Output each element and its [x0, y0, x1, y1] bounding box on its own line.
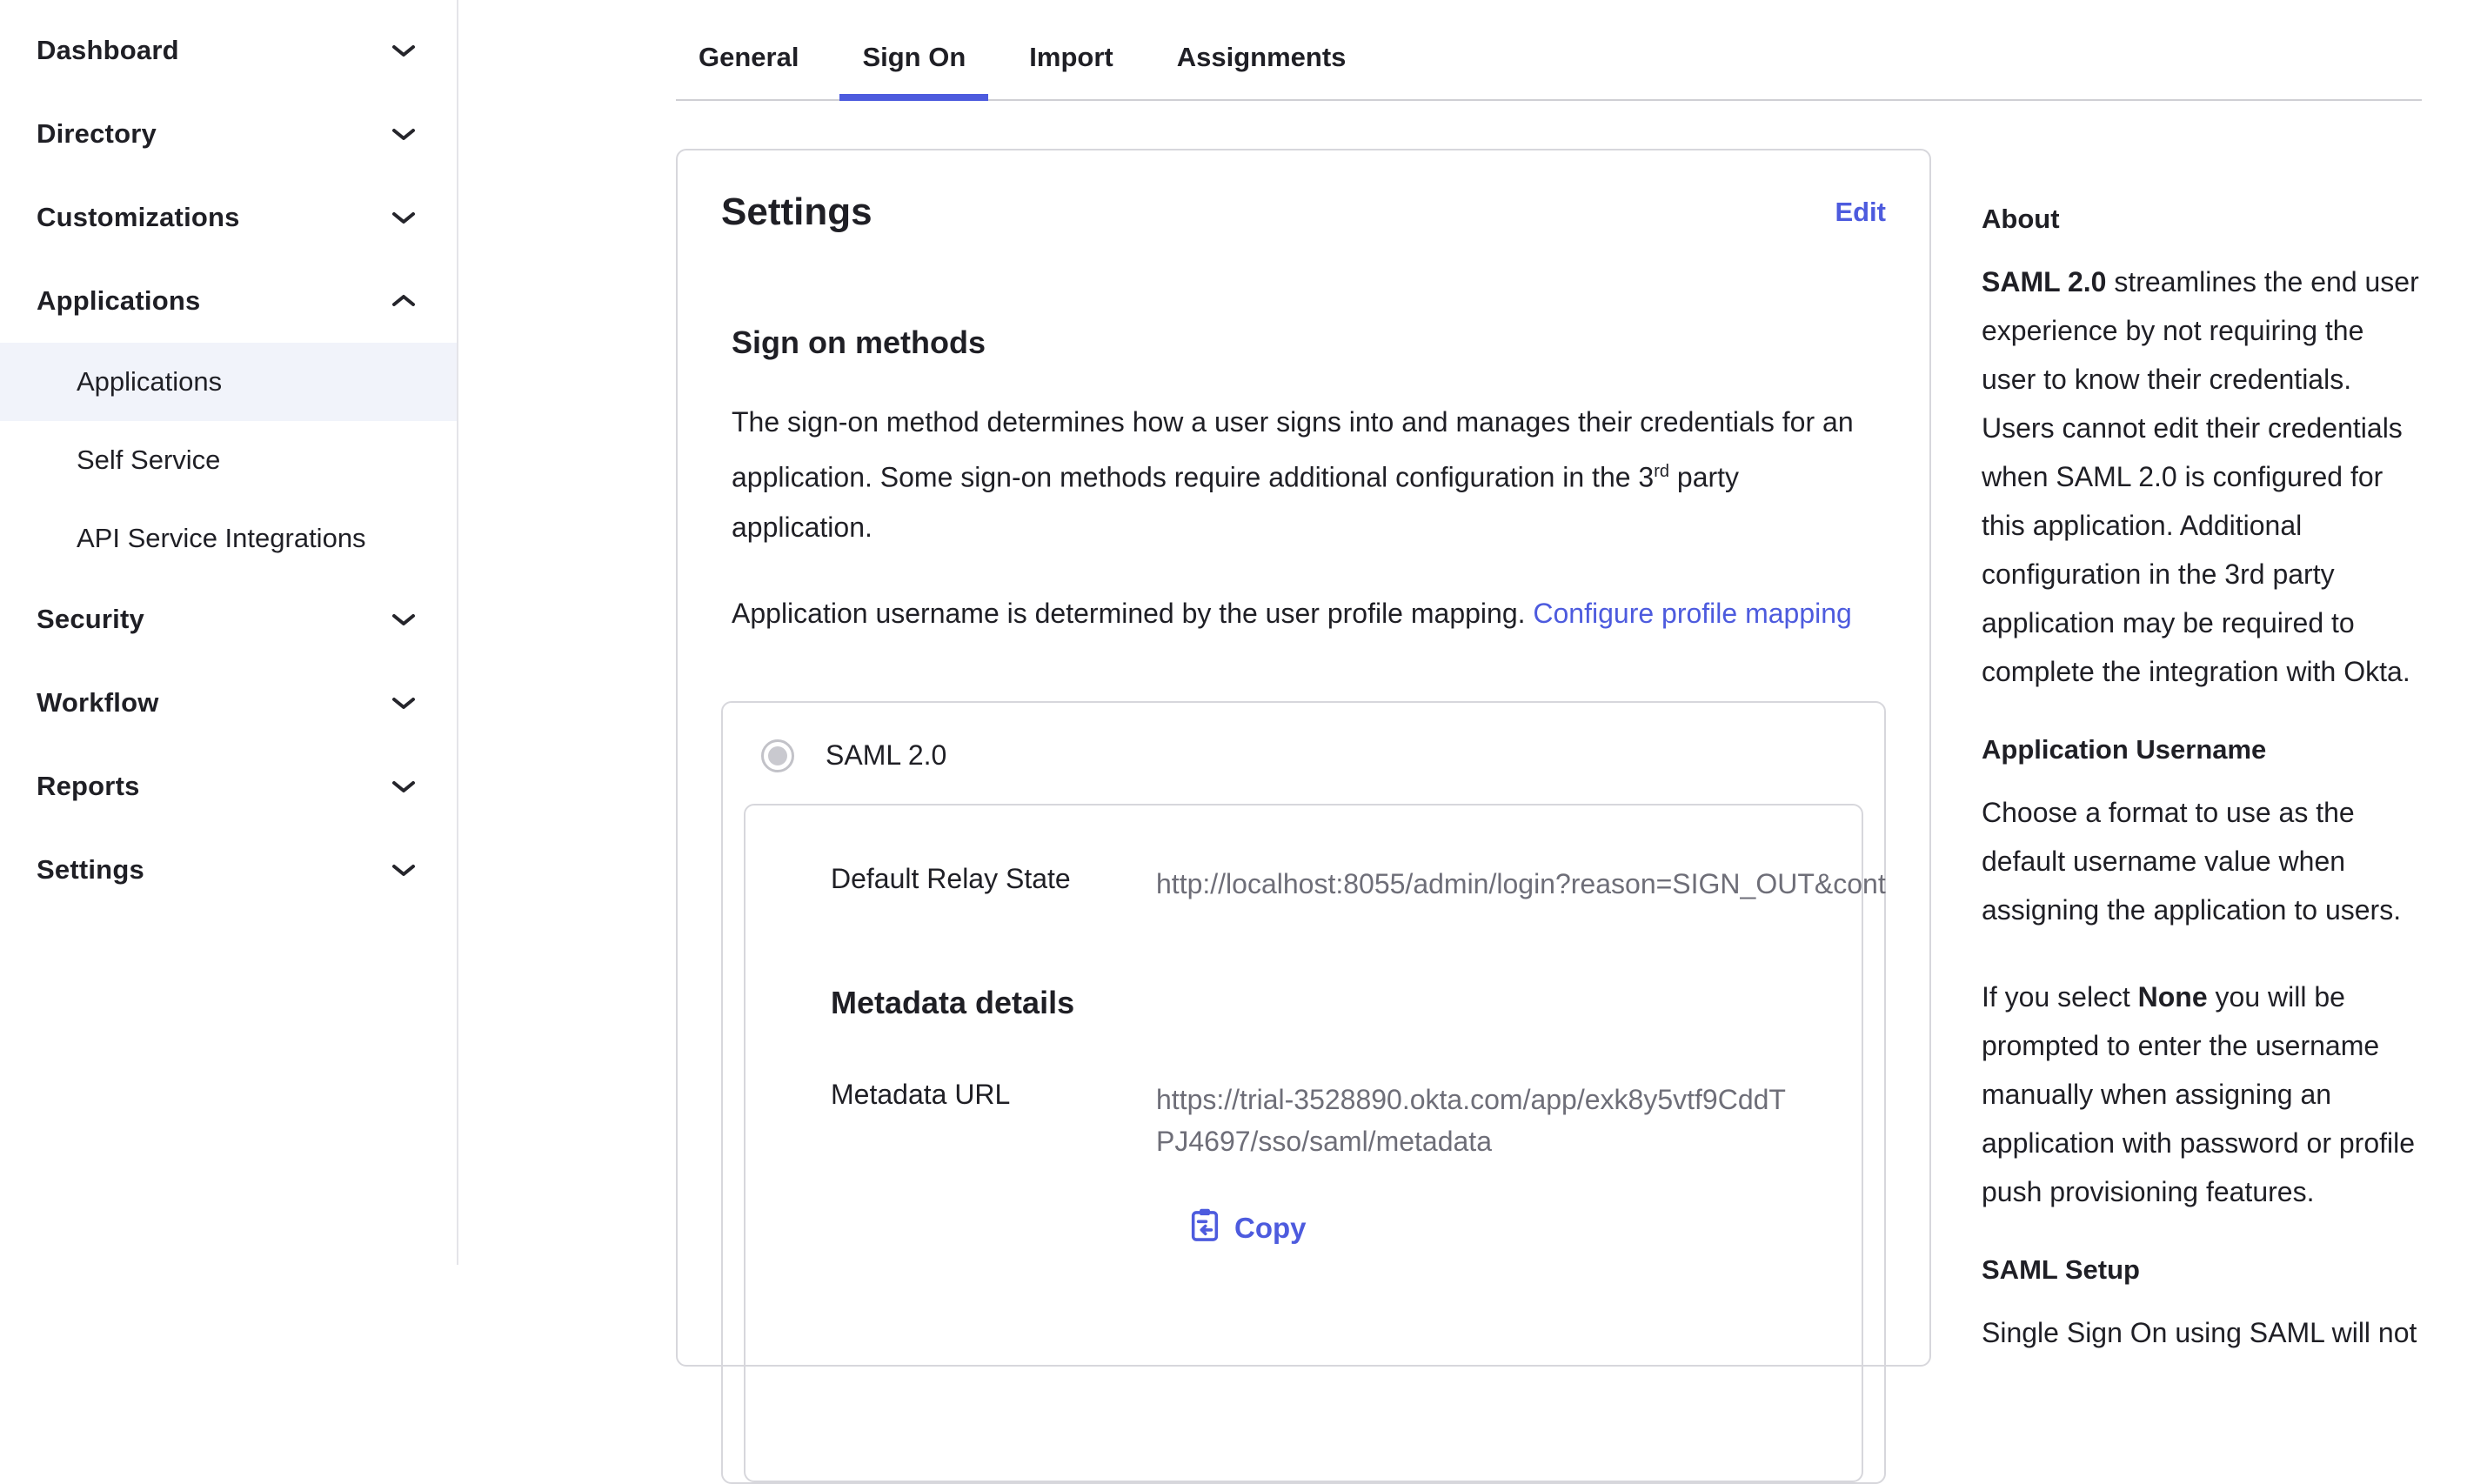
page-title: Settings	[721, 191, 872, 233]
sidebar-item-reports[interactable]	[0, 745, 457, 828]
chevron-down-icon	[391, 778, 417, 795]
application-username-text-2	[1982, 973, 2421, 1216]
username-mapping-description	[732, 589, 1862, 638]
text-part: you will be prompted to enter the username manually when assigning an application with password or profile push provisioning features.	[1982, 981, 2416, 1207]
copy-icon	[1189, 1207, 1220, 1249]
about-heading: About	[1982, 204, 2060, 234]
sidebar-item-applications[interactable]	[0, 259, 457, 343]
sidebar-item-security[interactable]	[0, 578, 457, 661]
sign-on-methods-heading: Sign on methods	[732, 324, 986, 360]
chevron-up-icon	[391, 292, 417, 310]
field-label: Default Relay State	[831, 862, 1071, 894]
sidebar-subitem-label: Applications	[77, 366, 223, 397]
sidebar-item-settings[interactable]	[0, 828, 457, 912]
sidebar-subitem-label: Self Service	[77, 445, 221, 475]
sidebar-item-directory[interactable]	[0, 92, 457, 176]
metadata-url-value: https://trial-3528890.okta.com/app/exk8y5vtf9CddTPJ4697/sso/saml/metadata	[1156, 1083, 1786, 1157]
sidebar-item-self-service[interactable]	[0, 421, 457, 499]
tab-label: Assignments	[1176, 42, 1347, 72]
sidebar-item-label: Reports	[37, 771, 140, 801]
tab-assignments[interactable]	[1154, 42, 1369, 99]
application-username-heading: Application Username	[1982, 734, 2267, 765]
text-part: If you select	[1982, 981, 2138, 1013]
help-panel	[1931, 101, 2422, 1367]
about-body: streamlines the end user experience by not requiring the user to know their credentials. Users cannot edit their credentials when SAML 2.0 is configured for this application. Additional configuration in the 3rd party application may be required to complete the integration with Okta.	[1982, 266, 2419, 687]
sidebar-item-api-service-integrations[interactable]	[0, 499, 457, 578]
tab-general[interactable]	[676, 42, 821, 99]
description-text: party application.	[732, 461, 1740, 543]
chevron-down-icon	[391, 125, 417, 143]
sidebar-item-label: Security	[37, 604, 144, 634]
about-bold-term: SAML 2.0	[1982, 266, 2107, 297]
content-row	[676, 101, 2422, 1367]
copy-label: Copy	[1234, 1211, 1307, 1244]
saml-radio-row[interactable]	[744, 725, 1863, 793]
chevron-down-icon	[391, 694, 417, 712]
metadata-url-row	[831, 1079, 1827, 1162]
saml-setup-heading: SAML Setup	[1982, 1254, 2140, 1285]
saml-setup-text: Single Sign On using SAML will not	[1982, 1317, 2417, 1348]
description-text: Application username is determined by the user profile mapping.	[732, 597, 1534, 629]
tab-import[interactable]	[1006, 42, 1135, 99]
description-text: The sign-on method determines how a user signs into and manages their credentials for an application. Some sign-on methods require additional configuration in the 3	[732, 406, 1854, 493]
ordinal-superscript: rd	[1654, 462, 1670, 481]
chevron-down-icon	[391, 861, 417, 879]
saml-radio[interactable]	[761, 739, 794, 772]
saml-details-box	[744, 804, 1886, 1482]
chevron-down-icon	[391, 611, 417, 628]
none-bold-term: None	[2137, 981, 2208, 1013]
field-label: Metadata URL	[831, 1078, 1011, 1110]
sidebar-subitem-label: API Service Integrations	[77, 523, 366, 553]
sidebar-item-applications-applications[interactable]	[0, 343, 457, 421]
tab-label: Sign On	[862, 42, 966, 72]
about-text	[1982, 257, 2421, 696]
tab-label: General	[699, 42, 799, 72]
metadata-details-heading: Metadata details	[831, 984, 1075, 1020]
sidebar	[0, 0, 458, 1265]
main-content	[676, 0, 2422, 1348]
sidebar-item-label: Dashboard	[37, 35, 179, 65]
copy-button[interactable]	[1189, 1207, 1307, 1249]
sidebar-item-label: Applications	[37, 285, 201, 316]
saml-method-box	[721, 701, 1886, 1484]
sign-on-methods-description	[732, 398, 1862, 552]
sidebar-item-label: Customizations	[37, 202, 240, 232]
edit-button[interactable]: Edit	[1835, 197, 1886, 227]
sidebar-item-label: Settings	[37, 854, 144, 885]
default-relay-state-row	[831, 862, 1886, 905]
sidebar-item-workflow[interactable]	[0, 661, 457, 745]
settings-card-header	[721, 191, 1886, 234]
sidebar-item-label: Workflow	[37, 687, 159, 718]
sidebar-item-label: Directory	[37, 118, 157, 149]
chevron-down-icon	[391, 42, 417, 59]
application-username-text-1: Choose a format to use as the default username value when assigning the application to users.	[1982, 797, 2402, 926]
tab-sign-on[interactable]	[839, 42, 988, 99]
sidebar-item-dashboard[interactable]	[0, 9, 457, 92]
sidebar-item-customizations[interactable]	[0, 176, 457, 259]
tab-bar	[676, 0, 2422, 101]
settings-card	[676, 149, 1931, 1367]
configure-profile-mapping-link[interactable]: Configure profile mapping	[1533, 597, 1852, 629]
default-relay-state-value: http://localhost:8055/admin/login?reason=SIGN_OUT&cont	[1156, 867, 1886, 899]
tab-label: Import	[1029, 42, 1113, 72]
chevron-down-icon	[391, 209, 417, 226]
saml-radio-label: SAML 2.0	[826, 739, 947, 772]
